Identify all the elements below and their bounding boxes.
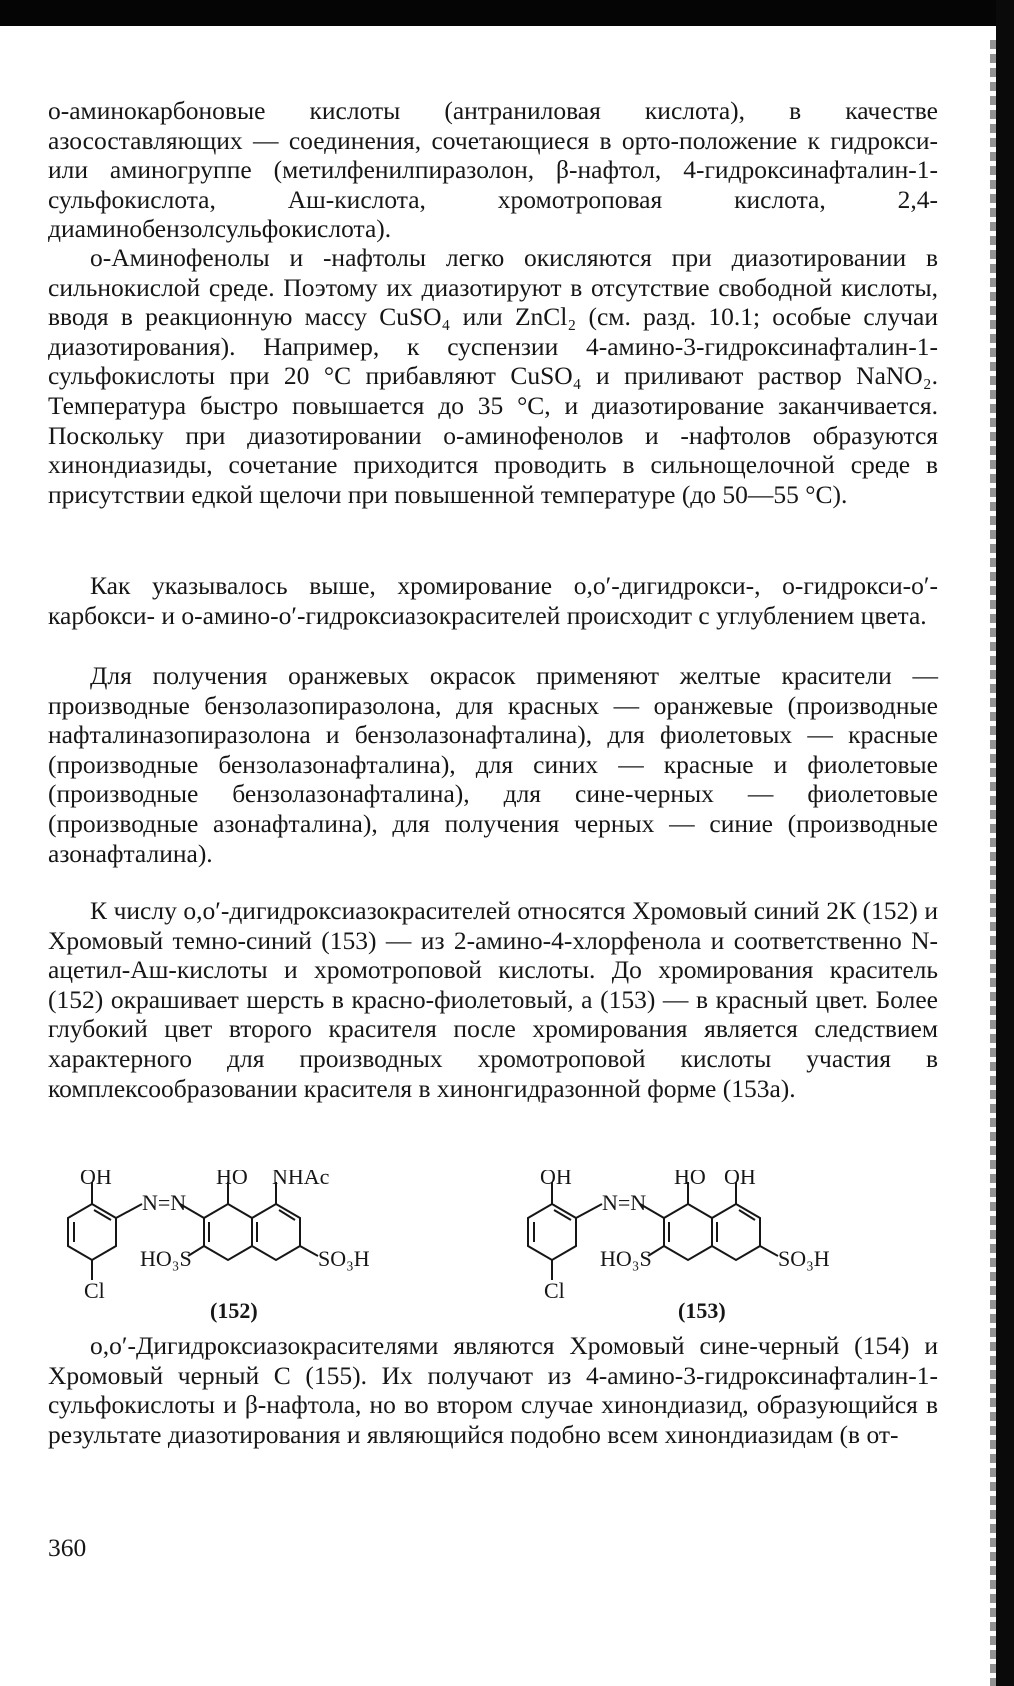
naphthalene-ring-right	[252, 1204, 300, 1260]
scan-top-border	[0, 0, 1014, 26]
cl-label: Cl	[544, 1278, 565, 1303]
ho3s-label: HO₃S	[600, 1246, 652, 1271]
nhac-label: NHAc	[272, 1170, 330, 1189]
cl-label: Cl	[84, 1278, 105, 1303]
scan-right-shadow	[990, 40, 996, 1686]
naphthalene-ring-right	[712, 1204, 760, 1260]
ho-label: HO	[216, 1170, 248, 1189]
oh-label: OH	[80, 1170, 112, 1189]
paragraph-5: К числу о,о′-дигидроксиазокрасителей относятся Хромовый синий 2К (152) и Хромовый темно-синий (153) — из 2-амино-4-хлорфенола и соответственно N-ацетил-Аш-кислоты и хромотроповой кислоты. До хромирования краситель (152) окрашивает шерсть в красно-фиолетовый, а (153) — в красный цвет. Более глубокий цвет второго красителя после хромирования является следствием характерного для производных хромотроповой кислоты участия в комплексообразовании красителя в хинонгидразонной форме (153а).	[48, 896, 938, 1103]
azo-label: N=N	[142, 1190, 187, 1215]
benzene-ring	[68, 1204, 116, 1260]
chemical-structure-153	[510, 1170, 920, 1325]
paragraph-3: Как указывалось выше, хромирование о,о′-дигидрокси-, о-гидрокси-о′-карбокси- и о-амино-о′-гидроксиазокрасителей происходит с углублением цвета.	[48, 571, 938, 630]
paragraph-1: о-аминокарбоновые кислоты (антраниловая кислота), в качестве азосоставляющих — соединения, сочетающиеся в орто-положение к гидрокси- или аминогруппе (метилфенилпиразолон, β-нафтол, 4-гидроксинафталин-1-сульфокислота, Аш-кислота, хромотроповая кислота, 2,4-диаминобензолсульфокислота).	[48, 96, 938, 244]
ho3s-label: HO₃S	[140, 1246, 192, 1271]
oh-label-2: OH	[724, 1170, 756, 1189]
page-number: 360	[48, 1533, 87, 1562]
paragraph-6: о,о′-Дигидроксиазокрасителями являются Хромовый сине-черный (154) и Хромовый черный С (155). Их получают из 4-амино-3-гидроксинафталин-1-сульфокислоты и β-нафтола, но во втором случае хинондиазид, образующийся в результате диазотирования и являющийся подобно всем хинондиазидам (в от-	[48, 1331, 938, 1449]
naphthalene-ring-left	[204, 1204, 252, 1260]
chemical-structure-152	[50, 1170, 450, 1325]
azo-label: N=N	[602, 1190, 647, 1215]
compound-number-153: (153)	[678, 1298, 726, 1323]
paragraph-2: о-Аминофенолы и -нафтолы легко окисляются при диазотировании в сильнокислой среде. Поэтому их диазотируют в отсутствие свободной кислоты, вводя в реакционную массу CuSO₄ или ZnCl₂ (см. разд. 10.1; особые случаи диазотирования). Например, к суспензии 4-амино-3-гидроксинафталин-1-сульфокислоты при 20 °С прибавляют CuSO₄ и приливают раствор NaNO₂. Температура быстро повышается до 35 °С, и диазотирование заканчивается. Поскольку при диазотировании о-аминофенолов и -нафтолов образуются хинондиазиды, сочетание приходится проводить в сильнощелочной среде в присутствии едкой щелочи при повышенной температуре (до 50—55 °С).	[48, 243, 938, 509]
so3h-label: SO₃H	[778, 1246, 830, 1271]
so3h-label: SO₃H	[318, 1246, 370, 1271]
oh-label: OH	[540, 1170, 572, 1189]
naphthalene-ring-left	[664, 1204, 712, 1260]
benzene-ring	[528, 1204, 576, 1260]
paragraph-4: Для получения оранжевых окрасок применяют желтые красители — производные бензолазопиразолона, для красных — оранжевые (производные нафталиназопиразолона и бензолазонафталина), для фиолетовых — красные (производные бензолазонафталина), для синих — красные и фиолетовые (производные бензолазонафталина), для сине-черных — фиолетовые (производные азонафталина), для получения черных — синие (производные азонафталина).	[48, 661, 938, 868]
scan-right-border	[996, 0, 1014, 1686]
compound-number-152: (152)	[210, 1298, 258, 1323]
ho-label: HO	[674, 1170, 706, 1189]
